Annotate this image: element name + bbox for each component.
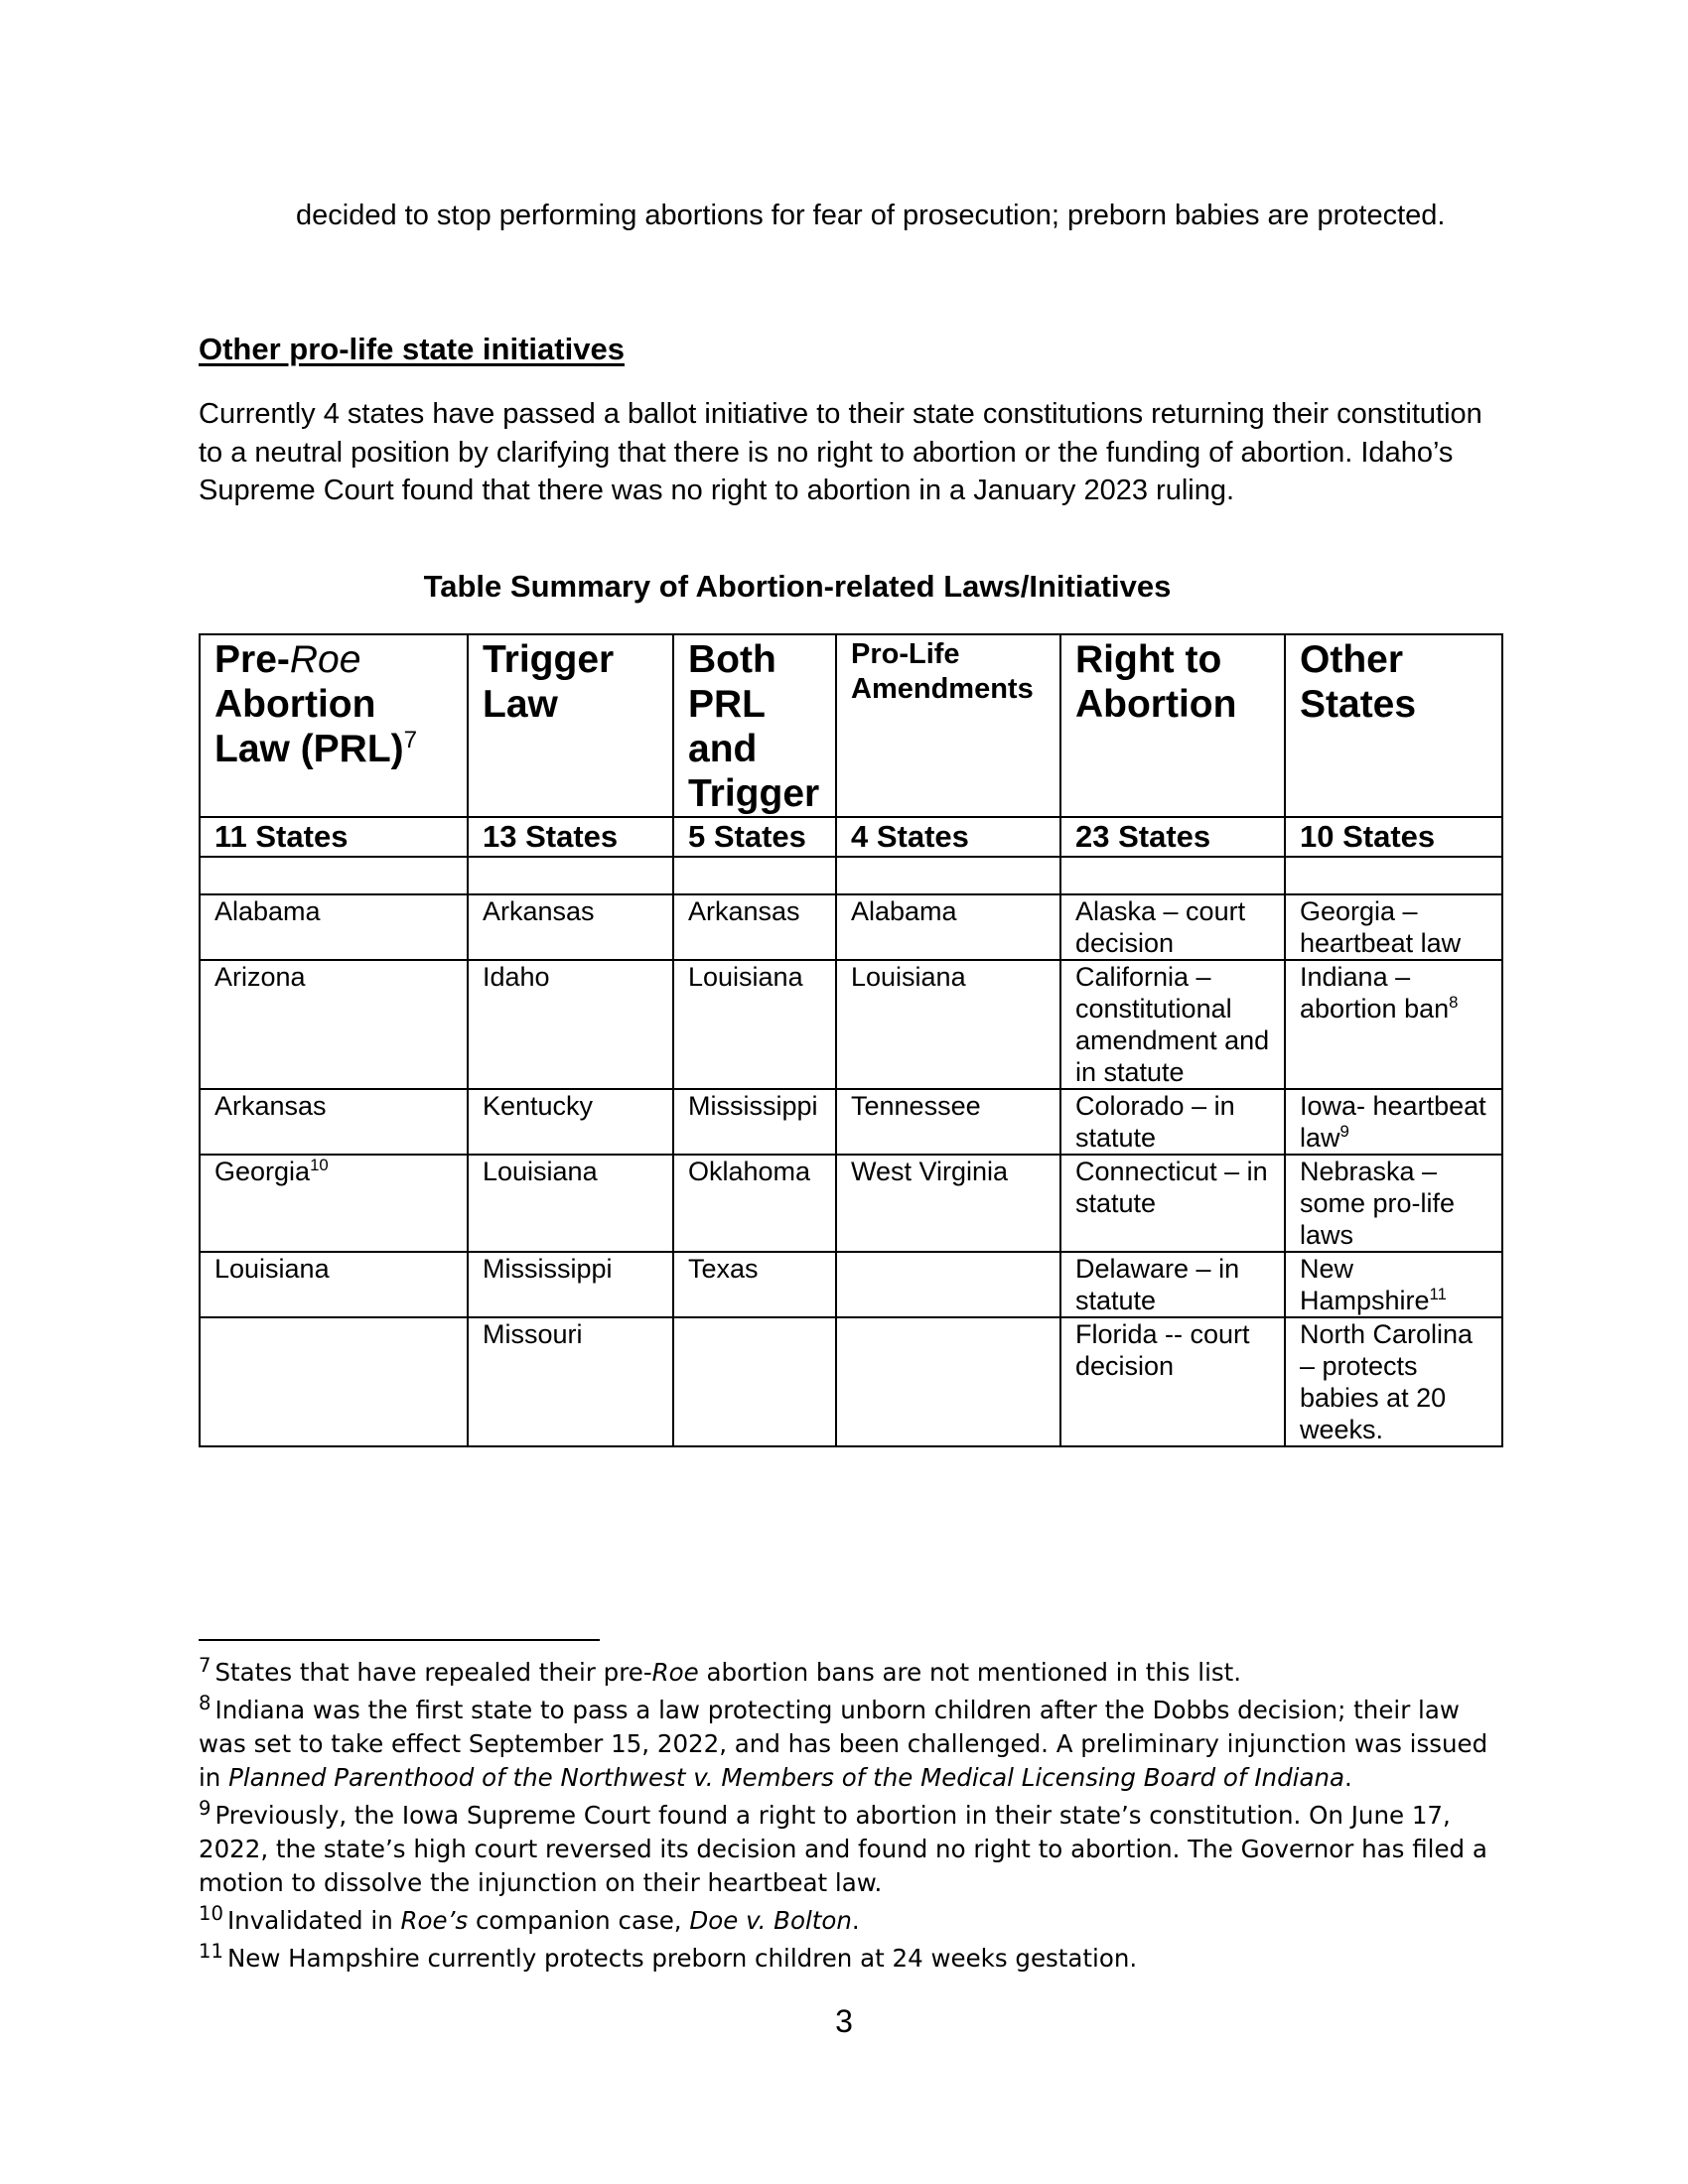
count-cell: 11 States (200, 817, 468, 857)
count-cell: 4 States (836, 817, 1060, 857)
table-cell: Texas (673, 1252, 836, 1317)
table-cell: Delaware – in statute (1060, 1252, 1285, 1317)
footnote-7: $^7$ States that have repealed their pre-Roe abortion bans are not mentioned in this list. (199, 1654, 1242, 1687)
laws-summary-table (199, 633, 1503, 1447)
intro-paragraph: Currently 4 states have passed a ballot initiative to their state constitutions returning their constitution to a neutral position by clarifying that there is no right to abortion or the funding of abortion. Idaho’s Supreme Court found that there was no right to abortion in a January 2023 ruling. (199, 398, 1482, 506)
table-cell: Louisiana (200, 1252, 468, 1317)
table-count-row (200, 817, 1502, 857)
table-cell: Missouri (468, 1317, 673, 1446)
table-cell (836, 1252, 1060, 1317)
table-row (200, 1089, 1502, 1155)
table-cell: North Carolina – protects babies at 20 weeks. (1285, 1317, 1502, 1446)
table-cell: West Virginia (836, 1155, 1060, 1252)
table-cell: Georgia$^{10}$ (200, 1155, 468, 1252)
table-cell (200, 1317, 468, 1446)
header-right-to-abortion: Right to Abortion (1060, 634, 1285, 817)
table-header-row (200, 634, 1502, 817)
footnote-ref: 8 (1449, 993, 1459, 1012)
footnote-11: $^{11}$ New Hampshire currently protects preborn children at 24 weeks gestation. (199, 1940, 1138, 1973)
table-cell: Tennessee (836, 1089, 1060, 1155)
table-row (200, 1317, 1502, 1446)
table-cell: Mississippi (468, 1252, 673, 1317)
table-cell: Connecticut – in statute (1060, 1155, 1285, 1252)
header-both: Both PRL and Trigger (673, 634, 836, 817)
count-cell: 5 States (673, 817, 836, 857)
table-cell: Indiana – abortion ban$^8$ (1285, 960, 1502, 1089)
table-row (200, 960, 1502, 1089)
table-cell: Mississippi (673, 1089, 836, 1155)
table-blank-row (200, 857, 1502, 894)
count-cell: 23 States (1060, 817, 1285, 857)
table-cell: Arkansas (468, 894, 673, 960)
table-cell: Nebraska – some pro-life laws (1285, 1155, 1502, 1252)
table-row (200, 1252, 1502, 1317)
section-heading: Other pro-life state initiatives (199, 332, 625, 366)
table-cell (836, 1317, 1060, 1446)
header-pro-life-amendments: Pro-Life Amendments (836, 634, 1060, 817)
table-cell: New Hampshire$^{11}$ (1285, 1252, 1502, 1317)
table-cell (673, 1317, 836, 1446)
footnote-9: $^9$ Previously, the Iowa Supreme Court found a right to abortion in their state’s constitution. On June 17, 2022, the state’s high court reversed its decision and found no right to abortion. The Governor has filed a motion to dissolve the injunction on their heartbeat law. (199, 1797, 1487, 1897)
header-other-states: Other States (1285, 634, 1502, 817)
table-cell: Louisiana (673, 960, 836, 1089)
footnote-ref: 11 (1429, 1285, 1447, 1303)
table-cell: Alabama (200, 894, 468, 960)
footnotes (199, 1656, 1489, 1979)
footnote-ref: 9 (1339, 1122, 1349, 1141)
table-cell: California – constitutional amendment and in statute (1060, 960, 1285, 1089)
table-cell: Oklahoma (673, 1155, 836, 1252)
footnote-separator (199, 1639, 600, 1641)
page-number: 3 (835, 2003, 853, 2039)
table-cell: Alaska – court decision (1060, 894, 1285, 960)
table-cell: Iowa- heartbeat law$^9$ (1285, 1089, 1502, 1155)
table-row (200, 894, 1502, 960)
table-cell: Arizona (200, 960, 468, 1089)
footnote-10: $^{10}$ Invalidated in Roe’s companion case, Doe v. Bolton. (199, 1902, 860, 1935)
table-title: Table Summary of Abortion-related Laws/Initiatives (423, 569, 1172, 604)
table-cell: Kentucky (468, 1089, 673, 1155)
footnote-8: $^8$ Indiana was the first state to pass a law protecting unborn children after the Dobbs decision; their law was set to take effect September 15, 2022, and has been challenged. A preliminary injunction was issued in Planned Parenthood of the Northwest v. Members of the Medical Licensing Board of Indiana. (199, 1692, 1488, 1792)
table-row (200, 1155, 1502, 1252)
table-cell: Arkansas (200, 1089, 468, 1155)
count-cell: 13 States (468, 817, 673, 857)
header-trigger-law: Trigger Law (468, 634, 673, 817)
table-cell: Louisiana (468, 1155, 673, 1252)
table-cell: Georgia – heartbeat law (1285, 894, 1502, 960)
table-cell: Colorado – in statute (1060, 1089, 1285, 1155)
table-cell: Idaho (468, 960, 673, 1089)
table-cell: Louisiana (836, 960, 1060, 1089)
table-cell: Florida -- court decision (1060, 1317, 1285, 1446)
count-cell: 10 States (1285, 817, 1502, 857)
header-pre-roe: Pre-Roe Abortion Law (PRL)$^7$ (200, 634, 468, 817)
table-cell: Arkansas (673, 894, 836, 960)
footnote-ref: 10 (310, 1156, 329, 1174)
table-cell: Alabama (836, 894, 1060, 960)
continuation-text: decided to stop performing abortions for fear of prosecution; preborn babies are protected. (296, 200, 1446, 231)
